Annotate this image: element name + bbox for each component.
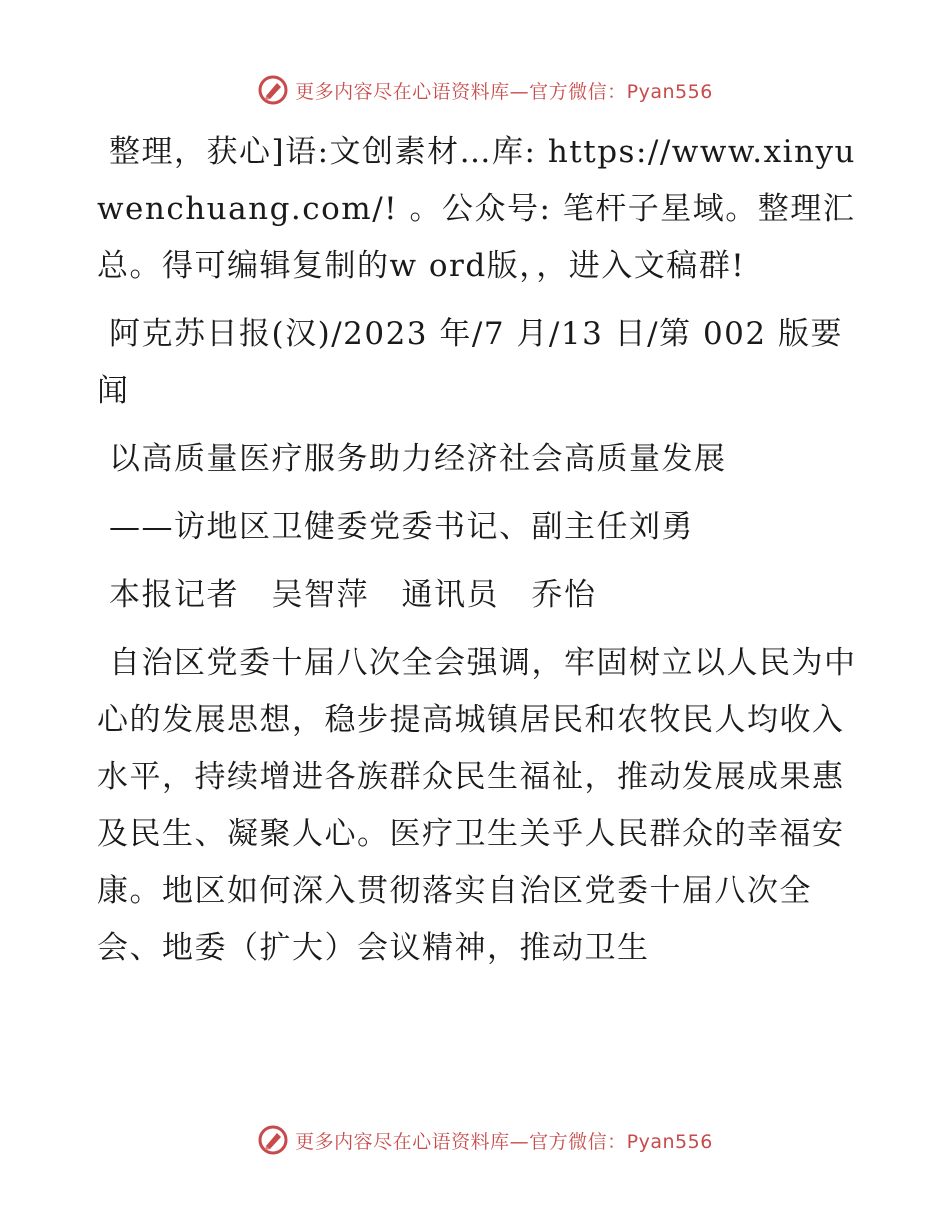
article-subtitle: ——访地区卫健委党委书记、副主任刘勇 (109, 509, 694, 545)
source-line: 阿克苏日报(汉)/2023 年/7 月/13 日/第 002 版要闻 (97, 316, 843, 409)
body-paragraph: 自治区党委十届八次全会强调，牢固树立以人民为中心的发展思想，稳步提高城镇居民和农牧民人均收入水平，持续增进各族群众民生福祉，推动发展成果惠及民生、凝聚人心。医疗卫生关乎人民群众的幸福安康。地区如何深入贯彻落实自治区党委十届八次全会、地委（扩大）会议精神，推动卫生 (97, 645, 857, 966)
watermark-group (257, 74, 713, 106)
article-title: 以高质量医疗服务助力经济社会高质量发展 (109, 441, 727, 477)
footer-watermark (0, 1120, 950, 1160)
watermark-text: 更多内容尽在心语资料库—官方微信：Pyan556 (295, 80, 713, 103)
pen-logo-icon (257, 74, 289, 106)
watermark-text: 更多内容尽在心语资料库—官方微信：Pyan556 (295, 1130, 713, 1153)
pen-logo-icon (257, 1124, 289, 1156)
intro-paragraph: 整理，获心]语:文创素材…库: https://www.xinyuwenchuang.com/! 。公众号: 笔杆子星域。整理汇总。得可编辑复制的w ord版，，进入文稿群! (97, 134, 856, 284)
byline: 本报记者 吴智萍 通讯员 乔怡 (109, 577, 597, 613)
document-body (97, 124, 857, 988)
header-watermark (0, 70, 950, 110)
watermark-group (257, 1124, 713, 1156)
